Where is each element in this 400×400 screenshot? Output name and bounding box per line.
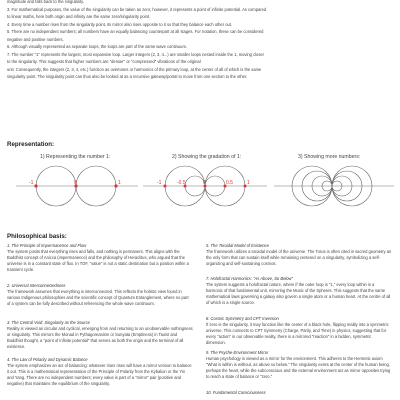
principle-item bbox=[7, 243, 193, 273]
intro-line: 4. Every time a number rises from the singularity point, its mirror also rises opposite to it so that they balance each other out. bbox=[7, 21, 233, 27]
principle-item bbox=[206, 316, 392, 346]
principle-item bbox=[206, 350, 392, 380]
intro-line: unit. Consequently, the integers (2, 3, 4, etc.) function as overtones or harmonics of the primary loop, at the center of all of which is the same bbox=[7, 66, 262, 72]
label-half: 0.5 bbox=[226, 180, 233, 186]
intro-line: 3. For mathematical purposes, the value of the singularity can be taken as zero; however, it represents a point of infinite potential. As compared bbox=[7, 6, 267, 12]
label-minus-one: -1 bbox=[157, 180, 162, 186]
intro-line: magnitude and falls back to the singularity. bbox=[7, 0, 85, 4]
principle-body: If zero is the singularity, it may function like the center of a black hole, flipping reality into a symmetric universe. This connects to CPT Symmetry (Charge, Parity, and Time) in physics, suggesting that for every "action" in our observable reality, there is a mirrored "reaction" in a hidden, symmetric dimension. bbox=[206, 321, 389, 345]
intro-line: 7. The number "1" represents the largest, most expansive loop. Larger integers (2, 3, 4...) are smaller loops nested inside the 1, moving closer bbox=[7, 51, 265, 57]
principle-body: Human psychology is viewed as a mirror for the environment. This adheres to the Hermetic axiom "What is within is without, as above so below." The singularity exists at the center of the human being, perhaps the heart, while the subconscious and the external environment act as mirror opposites trying to reach a state of balance or "zero." bbox=[206, 355, 391, 379]
principle-item bbox=[7, 283, 193, 307]
principle-title: 5. The Toroidal Model of Existence bbox=[206, 243, 269, 248]
label-minus-half: -0.5 bbox=[177, 180, 186, 186]
label-one: 1 bbox=[118, 180, 121, 186]
label-one: 1 bbox=[247, 180, 250, 186]
intro-line: to linear maths, here both origin and infinity are the same zero/singularity point. bbox=[7, 14, 151, 19]
diagram-3-caption: 3) Showing more numbers: bbox=[298, 154, 361, 160]
intro-line: singularity point. The singularity point can thus also be looked at as a recursive gateway/portal to move from one section to the other. bbox=[7, 74, 248, 79]
diagram-2-caption: 2) Showing the gradation of 1: bbox=[172, 154, 242, 160]
diagram-3-more-numbers bbox=[272, 160, 396, 208]
principle-title: 2. Universal Interconnectedness bbox=[7, 283, 66, 288]
principle-title: 7. Holofractal Harmonics: "As Above, So Below" bbox=[206, 276, 293, 281]
intro-line: 6. Although visually represented as separate loops, the loops are part of the same wave continuum. bbox=[7, 44, 188, 49]
principle-title: 10. Fundamental Consciousness bbox=[206, 390, 266, 395]
principle-body: The framework assumes that everything is interconnected. This reflects the holistic view found in various Indigenous philosophies and the scientific concept of Quantum Entanglement, where no part of a system can be fully described without referencing the whole wave continuum. bbox=[7, 288, 189, 306]
label-zero: 0 bbox=[203, 180, 206, 186]
intro-line: 5. There are no independent numbers; all numbers have an equally balancing counterpart at all stages. For notation, these can be considered bbox=[7, 29, 264, 34]
philosophy-heading: Philosophical basis: bbox=[7, 233, 67, 240]
intro-text bbox=[7, 0, 395, 81]
principle-body: The system suggests a holofractal nature, where if the outer loop is "1," every loop within is a harmonic of that fundamental unit, mirroring the Music of the Spheres. This suggests that the same mathematical laws governing a galaxy also govern a single atom or a human heart. At the centre of all of which is a single source. bbox=[206, 281, 391, 305]
principle-item bbox=[7, 357, 193, 387]
principle-item bbox=[206, 276, 392, 306]
principle-item bbox=[7, 320, 193, 350]
diagram-1-number-one bbox=[14, 160, 140, 208]
intro-line: to the singularity. This suggests that higher numbers are "denser" or "compressed" vibrations of the original bbox=[7, 59, 201, 64]
principle-title: 4. The Law of Polarity and Dynamic Balance bbox=[7, 357, 88, 362]
intro-line: negative and positive numbers. bbox=[7, 36, 64, 42]
principle-body: Reality is viewed as circular and cyclical, emerging from and returning to an unobservable nothingness or singularity. This mirrors the Monad in Pythagoreanism or Sunyata (Emptiness) in Taoist and Buddhist thought, a "point of infinite potential" that serves as both the origin and the terminal of all existence. bbox=[7, 325, 193, 349]
label-zero: 0 bbox=[74, 180, 77, 186]
principle-item bbox=[206, 243, 392, 267]
principle-title: 8. Cosmic Symmetry and CPT Inversion bbox=[206, 316, 279, 321]
principle-body: The system posits that everything rises and falls, and nothing is permanent. This aligns with the Buddhist concept of Anicca (impermanence) and the philosophy of Heraclitus, who argued that the universe is in a constant state of flux. In TOF, "value" is not a static destination but a position within a transient cycle. bbox=[7, 248, 189, 272]
diagram-2-gradation bbox=[141, 160, 269, 208]
principle-title: 1. The Principle of Impermanence and Flow bbox=[7, 243, 87, 248]
label-minus-one: -1 bbox=[29, 180, 34, 186]
diagram-1-caption: 1) Representing the number 1: bbox=[40, 154, 111, 160]
principle-body: The framework utilizes a toroidal model of the universe. The Torus is often cited in sacred geometry as the only form that can sustain itself while remaining centered on a singularity, symbolizing a self-organizing and self-sustaining cosmos. bbox=[206, 248, 392, 266]
principle-item bbox=[206, 390, 392, 396]
representation-heading: Representation: bbox=[7, 141, 55, 148]
principle-title: 3. The Central Void: Singularity as the Source bbox=[7, 320, 90, 325]
principle-title: 9. The Psyche-Environment Mirror bbox=[206, 350, 269, 355]
principle-body: The system emphasizes an act of balancing: whatever rises rises will have a mirror version to balance it out. This is a mathematical representation of the Principle of Polarity from the Kybalion or the Yin and Yang. There are no independent numbers; every value is part of a "mirror" pair (positive and negative) that maintains the equilibrium of the singularity. bbox=[7, 362, 192, 386]
